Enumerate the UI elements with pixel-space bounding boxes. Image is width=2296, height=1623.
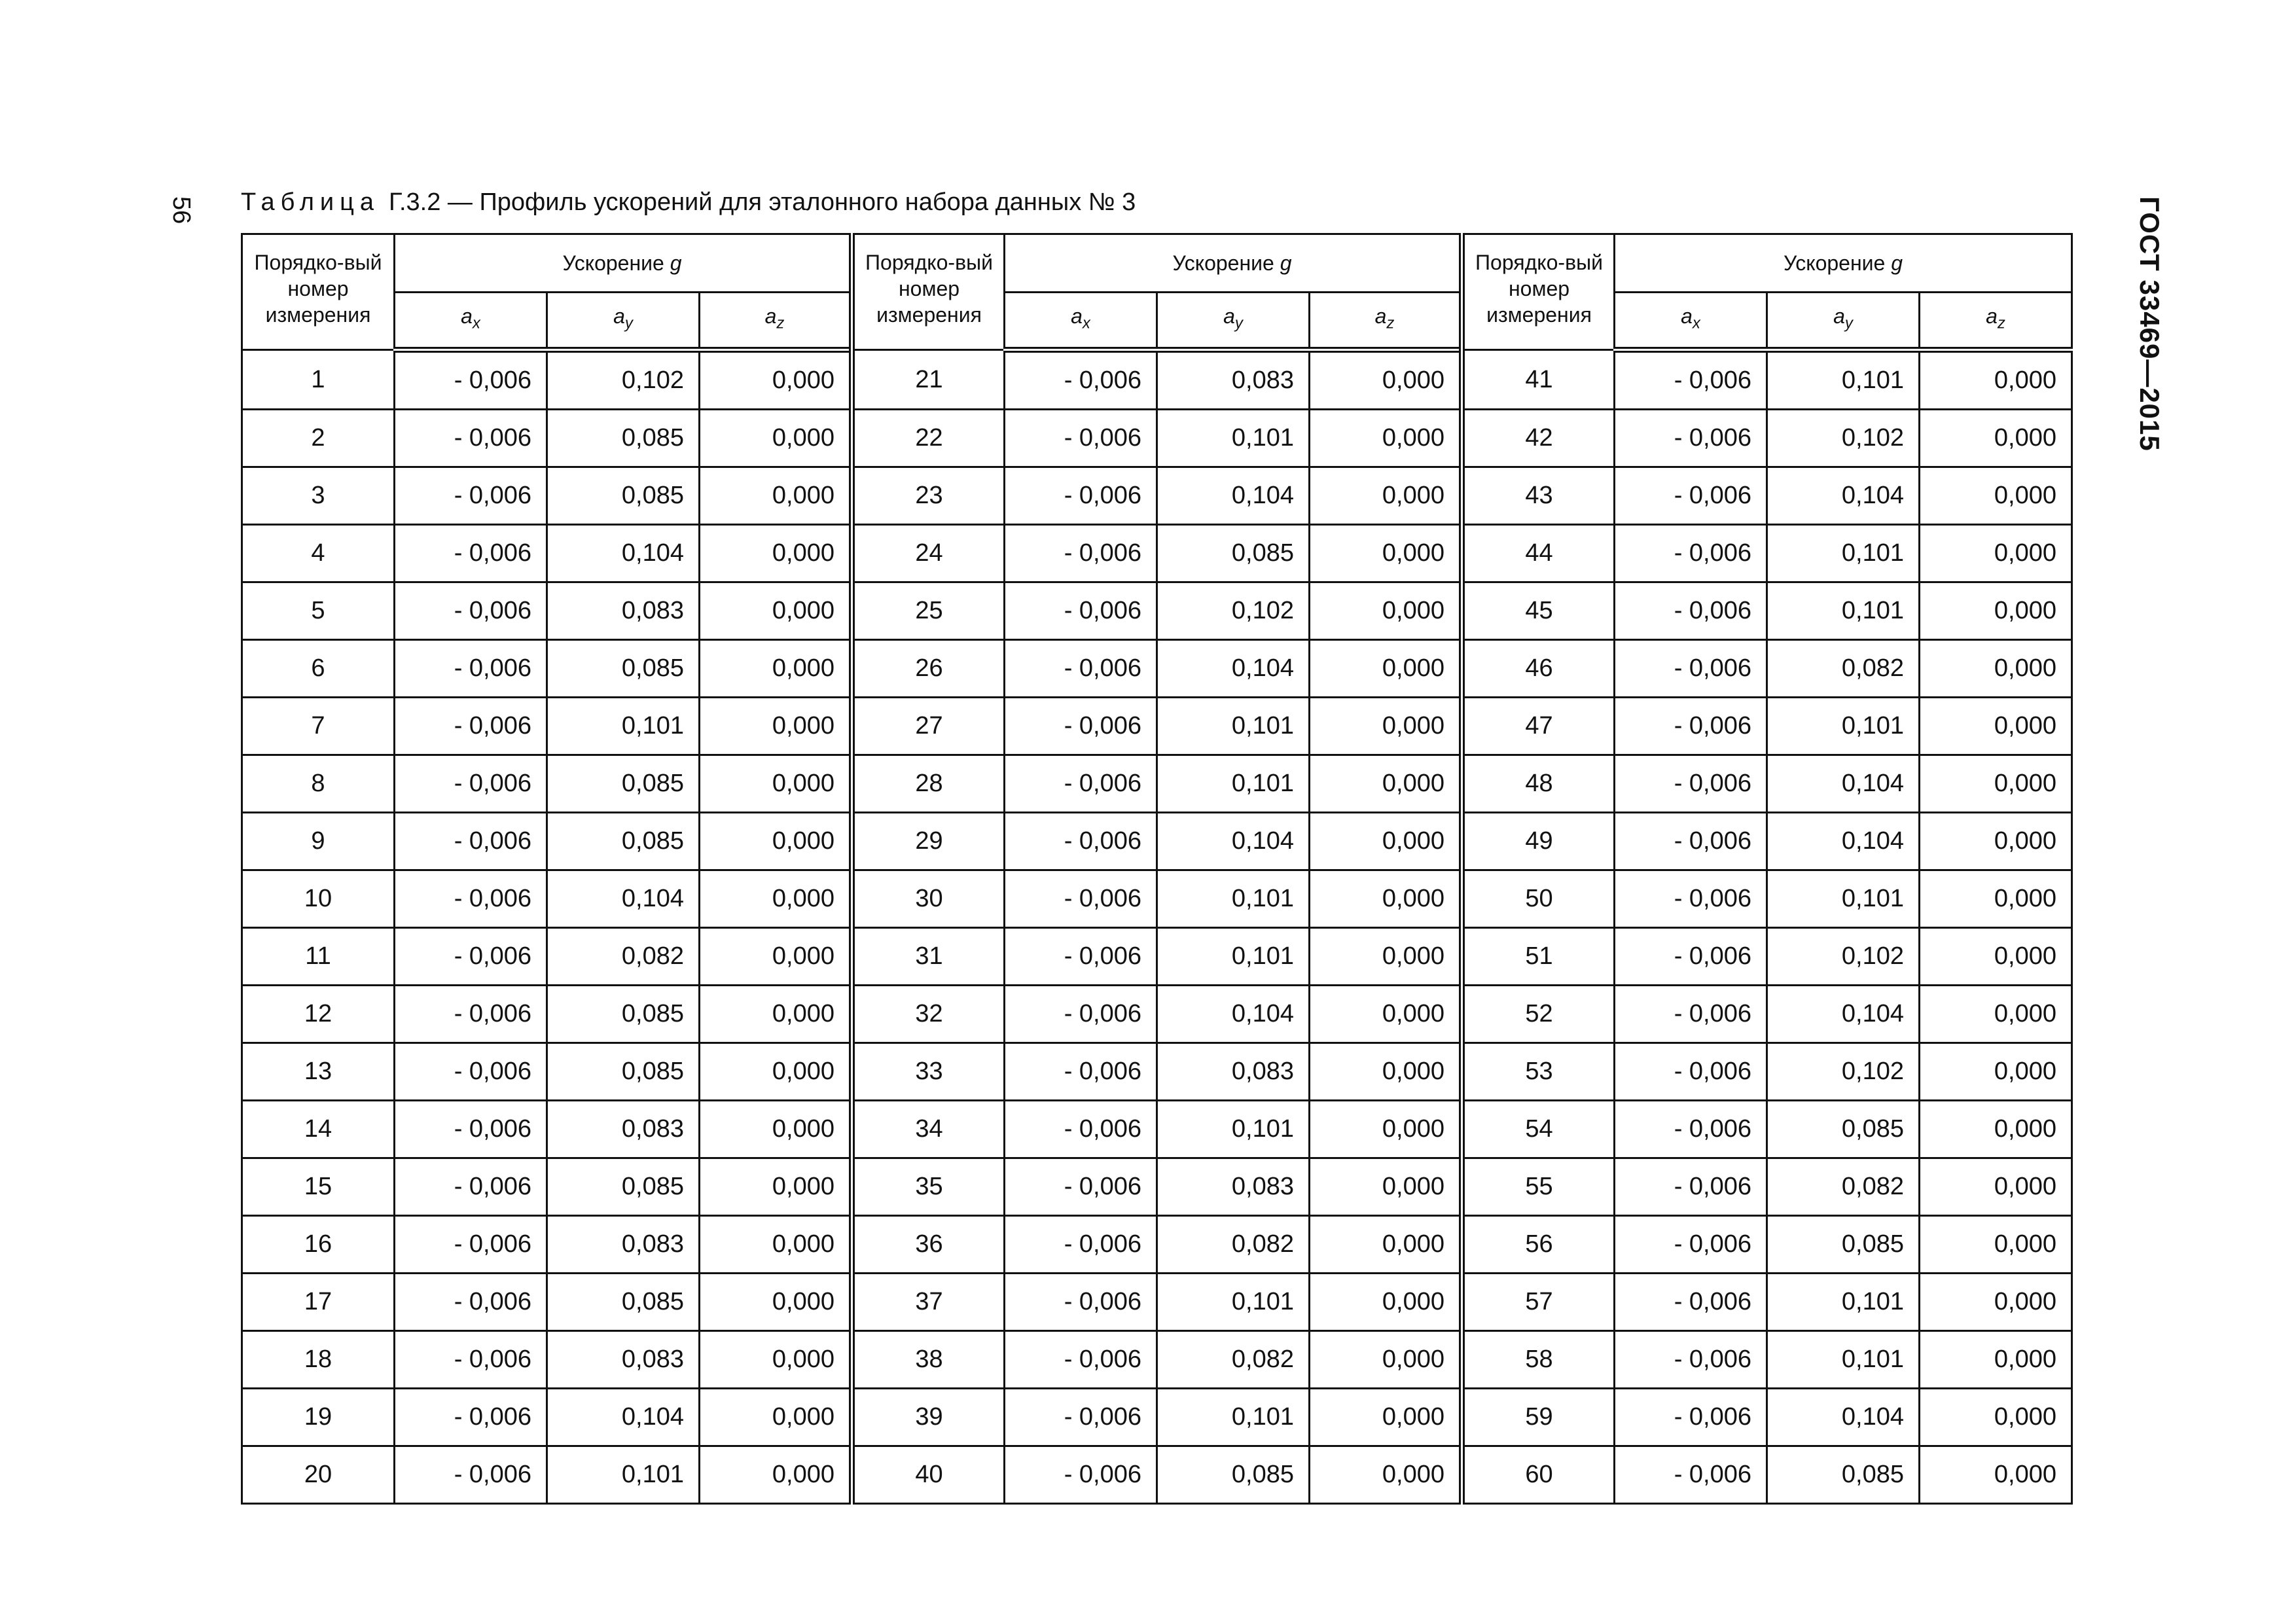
cell-measurement-number: 37 xyxy=(852,1274,1005,1331)
table-row xyxy=(242,1331,2072,1389)
cell-ay: 0,102 xyxy=(1767,1043,1920,1101)
cell-ay: 0,101 xyxy=(1157,1274,1310,1331)
cell-az: 0,000 xyxy=(700,1101,852,1158)
cell-az: 0,000 xyxy=(1310,698,1462,755)
header-accel-label: Ускорение xyxy=(1172,251,1274,275)
cell-measurement-number: 24 xyxy=(852,525,1005,582)
cell-ax: - 0,006 xyxy=(395,698,547,755)
cell-az: 0,000 xyxy=(700,1389,852,1446)
cell-ax: - 0,006 xyxy=(1615,1216,1767,1274)
cell-measurement-number: 32 xyxy=(852,986,1005,1043)
cell-az: 0,000 xyxy=(700,640,852,698)
cell-az: 0,000 xyxy=(700,410,852,467)
cell-measurement-number: 60 xyxy=(1462,1446,1615,1504)
cell-az: 0,000 xyxy=(1310,525,1462,582)
cell-ax: - 0,006 xyxy=(1615,986,1767,1043)
cell-ay: 0,101 xyxy=(1157,1101,1310,1158)
table-row xyxy=(242,350,2072,410)
cell-measurement-number: 43 xyxy=(1462,467,1615,525)
cell-measurement-number: 57 xyxy=(1462,1274,1615,1331)
cell-measurement-number: 2 xyxy=(242,410,395,467)
cell-ax: - 0,006 xyxy=(1005,1158,1157,1216)
cell-ay: 0,102 xyxy=(1767,410,1920,467)
table-row xyxy=(242,582,2072,640)
cell-ay: 0,101 xyxy=(547,1446,700,1504)
cell-az: 0,000 xyxy=(1310,1043,1462,1101)
cell-ax: - 0,006 xyxy=(395,525,547,582)
cell-ax: - 0,006 xyxy=(1005,813,1157,870)
table-row xyxy=(242,410,2072,467)
cell-ax: - 0,006 xyxy=(1005,1216,1157,1274)
cell-ax: - 0,006 xyxy=(1615,467,1767,525)
cell-measurement-number: 56 xyxy=(1462,1216,1615,1274)
cell-ax: - 0,006 xyxy=(1615,582,1767,640)
cell-ax: - 0,006 xyxy=(1005,1389,1157,1446)
cell-ay: 0,101 xyxy=(1157,410,1310,467)
header-accel-label: Ускорение xyxy=(1784,251,1886,275)
cell-ax: - 0,006 xyxy=(395,350,547,410)
cell-measurement-number: 50 xyxy=(1462,870,1615,928)
cell-ax: - 0,006 xyxy=(1615,1101,1767,1158)
cell-ax: - 0,006 xyxy=(1615,350,1767,410)
cell-ax: - 0,006 xyxy=(1005,870,1157,928)
cell-measurement-number: 11 xyxy=(242,928,395,986)
cell-ax: - 0,006 xyxy=(1005,640,1157,698)
cell-ay: 0,104 xyxy=(1767,467,1920,525)
cell-measurement-number: 17 xyxy=(242,1274,395,1331)
cell-az: 0,000 xyxy=(1920,525,2072,582)
header-az: $a_z$ xyxy=(1920,293,2072,350)
cell-measurement-number: 6 xyxy=(242,640,395,698)
cell-az: 0,000 xyxy=(700,1043,852,1101)
cell-ax: - 0,006 xyxy=(1615,410,1767,467)
cell-measurement-number: 33 xyxy=(852,1043,1005,1101)
cell-measurement-number: 27 xyxy=(852,698,1005,755)
cell-ay: 0,082 xyxy=(1157,1216,1310,1274)
cell-ax: - 0,006 xyxy=(1005,350,1157,410)
cell-ax: - 0,006 xyxy=(1615,1446,1767,1504)
cell-ay: 0,101 xyxy=(1157,698,1310,755)
cell-ax: - 0,006 xyxy=(1005,525,1157,582)
cell-measurement-number: 46 xyxy=(1462,640,1615,698)
header-ay: $a_y$ xyxy=(1767,293,1920,350)
cell-az: 0,000 xyxy=(1920,410,2072,467)
caption-title: — Профиль ускорений для эталонного набора данных № 3 xyxy=(447,188,1136,216)
cell-ay: 0,085 xyxy=(547,1158,700,1216)
cell-measurement-number: 54 xyxy=(1462,1101,1615,1158)
cell-measurement-number: 20 xyxy=(242,1446,395,1504)
cell-ay: 0,085 xyxy=(547,986,700,1043)
cell-ay: 0,082 xyxy=(547,928,700,986)
cell-az: 0,000 xyxy=(1920,1101,2072,1158)
cell-az: 0,000 xyxy=(1310,986,1462,1043)
table-row xyxy=(242,1101,2072,1158)
cell-az: 0,000 xyxy=(1920,698,2072,755)
header-ay: $a_y$ xyxy=(547,293,700,350)
cell-az: 0,000 xyxy=(1310,410,1462,467)
cell-ay: 0,085 xyxy=(547,410,700,467)
table-row xyxy=(242,755,2072,813)
cell-measurement-number: 15 xyxy=(242,1158,395,1216)
table-row xyxy=(242,1389,2072,1446)
cell-ay: 0,101 xyxy=(1767,582,1920,640)
table-row xyxy=(242,928,2072,986)
cell-measurement-number: 10 xyxy=(242,870,395,928)
cell-measurement-number: 31 xyxy=(852,928,1005,986)
cell-ax: - 0,006 xyxy=(395,928,547,986)
cell-ay: 0,104 xyxy=(1767,986,1920,1043)
cell-ax: - 0,006 xyxy=(1005,1331,1157,1389)
cell-ay: 0,085 xyxy=(547,1043,700,1101)
cell-ay: 0,085 xyxy=(547,755,700,813)
table-row xyxy=(242,1446,2072,1504)
header-ax: $a_x$ xyxy=(1615,293,1767,350)
cell-az: 0,000 xyxy=(1310,928,1462,986)
cell-ax: - 0,006 xyxy=(1005,582,1157,640)
header-row-group xyxy=(242,234,2072,293)
cell-ay: 0,085 xyxy=(547,640,700,698)
cell-ay: 0,085 xyxy=(1157,1446,1310,1504)
table-row xyxy=(242,986,2072,1043)
cell-ax: - 0,006 xyxy=(1615,1274,1767,1331)
cell-ay: 0,102 xyxy=(1157,582,1310,640)
cell-ax: - 0,006 xyxy=(1005,755,1157,813)
cell-ax: - 0,006 xyxy=(395,1216,547,1274)
cell-az: 0,000 xyxy=(1920,1446,2072,1504)
cell-ay: 0,082 xyxy=(1767,640,1920,698)
cell-measurement-number: 30 xyxy=(852,870,1005,928)
table-body xyxy=(242,350,2072,1504)
cell-measurement-number: 21 xyxy=(852,350,1005,410)
table-row xyxy=(242,640,2072,698)
cell-az: 0,000 xyxy=(1310,1101,1462,1158)
cell-az: 0,000 xyxy=(1310,1331,1462,1389)
cell-measurement-number: 29 xyxy=(852,813,1005,870)
header-az: $a_z$ xyxy=(700,293,852,350)
cell-az: 0,000 xyxy=(700,525,852,582)
header-ay: $a_y$ xyxy=(1157,293,1310,350)
cell-measurement-number: 52 xyxy=(1462,986,1615,1043)
cell-az: 0,000 xyxy=(1920,928,2072,986)
cell-measurement-number: 8 xyxy=(242,755,395,813)
header-row-axes xyxy=(242,293,2072,350)
table-row xyxy=(242,1158,2072,1216)
cell-ax: - 0,006 xyxy=(1615,525,1767,582)
cell-ay: 0,083 xyxy=(547,582,700,640)
table-row xyxy=(242,813,2072,870)
caption-label: Таблица xyxy=(241,188,380,216)
cell-az: 0,000 xyxy=(1310,755,1462,813)
cell-measurement-number: 26 xyxy=(852,640,1005,698)
cell-measurement-number: 44 xyxy=(1462,525,1615,582)
header-number-col: Порядко-вый номер измерения xyxy=(1462,234,1615,350)
cell-ax: - 0,006 xyxy=(1615,1331,1767,1389)
table-row xyxy=(242,698,2072,755)
cell-ax: - 0,006 xyxy=(1005,1274,1157,1331)
cell-ay: 0,083 xyxy=(1157,350,1310,410)
cell-az: 0,000 xyxy=(1920,1043,2072,1101)
cell-ay: 0,083 xyxy=(1157,1043,1310,1101)
cell-ay: 0,104 xyxy=(547,525,700,582)
cell-az: 0,000 xyxy=(1310,582,1462,640)
cell-ax: - 0,006 xyxy=(1005,1043,1157,1101)
cell-az: 0,000 xyxy=(700,1216,852,1274)
cell-measurement-number: 42 xyxy=(1462,410,1615,467)
cell-ay: 0,102 xyxy=(547,350,700,410)
cell-az: 0,000 xyxy=(700,1274,852,1331)
cell-az: 0,000 xyxy=(1310,640,1462,698)
cell-measurement-number: 9 xyxy=(242,813,395,870)
cell-ay: 0,083 xyxy=(547,1331,700,1389)
cell-ay: 0,085 xyxy=(1767,1216,1920,1274)
cell-az: 0,000 xyxy=(700,928,852,986)
cell-az: 0,000 xyxy=(1920,755,2072,813)
header-accel-symbol: g xyxy=(1280,251,1292,275)
cell-az: 0,000 xyxy=(1310,813,1462,870)
cell-ay: 0,101 xyxy=(1767,698,1920,755)
cell-ay: 0,102 xyxy=(1767,928,1920,986)
cell-ax: - 0,006 xyxy=(395,870,547,928)
cell-ay: 0,085 xyxy=(547,1274,700,1331)
cell-az: 0,000 xyxy=(700,1331,852,1389)
cell-ay: 0,083 xyxy=(547,1216,700,1274)
cell-ay: 0,101 xyxy=(1157,928,1310,986)
cell-ax: - 0,006 xyxy=(1005,467,1157,525)
cell-az: 0,000 xyxy=(1310,870,1462,928)
cell-ax: - 0,006 xyxy=(395,755,547,813)
cell-ax: - 0,006 xyxy=(1615,640,1767,698)
cell-ax: - 0,006 xyxy=(1615,1158,1767,1216)
cell-ay: 0,104 xyxy=(1157,467,1310,525)
cell-ax: - 0,006 xyxy=(395,1389,547,1446)
cell-measurement-number: 16 xyxy=(242,1216,395,1274)
cell-measurement-number: 38 xyxy=(852,1331,1005,1389)
cell-measurement-number: 13 xyxy=(242,1043,395,1101)
cell-measurement-number: 58 xyxy=(1462,1331,1615,1389)
cell-ay: 0,104 xyxy=(1157,813,1310,870)
cell-measurement-number: 18 xyxy=(242,1331,395,1389)
cell-az: 0,000 xyxy=(700,582,852,640)
cell-measurement-number: 59 xyxy=(1462,1389,1615,1446)
cell-measurement-number: 28 xyxy=(852,755,1005,813)
cell-ay: 0,104 xyxy=(1767,813,1920,870)
cell-az: 0,000 xyxy=(700,1446,852,1504)
header-az: $a_z$ xyxy=(1310,293,1462,350)
cell-ay: 0,104 xyxy=(1157,986,1310,1043)
cell-measurement-number: 48 xyxy=(1462,755,1615,813)
cell-ax: - 0,006 xyxy=(395,1043,547,1101)
cell-az: 0,000 xyxy=(1920,1389,2072,1446)
table-caption xyxy=(241,188,1136,217)
cell-az: 0,000 xyxy=(1920,350,2072,410)
header-number-col: Порядко-вый номер измерения xyxy=(852,234,1005,350)
cell-measurement-number: 19 xyxy=(242,1389,395,1446)
cell-ay: 0,101 xyxy=(1157,870,1310,928)
cell-ay: 0,101 xyxy=(1767,350,1920,410)
cell-az: 0,000 xyxy=(1920,467,2072,525)
cell-az: 0,000 xyxy=(1310,1274,1462,1331)
cell-measurement-number: 22 xyxy=(852,410,1005,467)
cell-az: 0,000 xyxy=(1920,870,2072,928)
cell-ax: - 0,006 xyxy=(1005,698,1157,755)
page-number: 56 xyxy=(168,196,195,224)
cell-ay: 0,101 xyxy=(547,698,700,755)
cell-ay: 0,085 xyxy=(1767,1446,1920,1504)
cell-az: 0,000 xyxy=(1310,1216,1462,1274)
cell-ax: - 0,006 xyxy=(1005,410,1157,467)
cell-measurement-number: 47 xyxy=(1462,698,1615,755)
cell-measurement-number: 49 xyxy=(1462,813,1615,870)
header-accel-label: Ускорение xyxy=(562,251,664,275)
cell-measurement-number: 36 xyxy=(852,1216,1005,1274)
cell-az: 0,000 xyxy=(1310,1389,1462,1446)
cell-ay: 0,104 xyxy=(1157,640,1310,698)
cell-az: 0,000 xyxy=(1920,1216,2072,1274)
cell-measurement-number: 3 xyxy=(242,467,395,525)
cell-ay: 0,101 xyxy=(1767,870,1920,928)
cell-measurement-number: 14 xyxy=(242,1101,395,1158)
cell-measurement-number: 51 xyxy=(1462,928,1615,986)
cell-ay: 0,082 xyxy=(1767,1158,1920,1216)
cell-az: 0,000 xyxy=(1920,986,2072,1043)
cell-ax: - 0,006 xyxy=(395,640,547,698)
cell-measurement-number: 4 xyxy=(242,525,395,582)
cell-az: 0,000 xyxy=(700,813,852,870)
cell-ay: 0,085 xyxy=(1767,1101,1920,1158)
cell-ay: 0,101 xyxy=(1767,525,1920,582)
cell-measurement-number: 41 xyxy=(1462,350,1615,410)
cell-ax: - 0,006 xyxy=(1005,928,1157,986)
cell-measurement-number: 55 xyxy=(1462,1158,1615,1216)
cell-measurement-number: 25 xyxy=(852,582,1005,640)
cell-ax: - 0,006 xyxy=(395,1158,547,1216)
running-header: ГОСТ 33469—2015 xyxy=(2134,196,2165,452)
cell-ax: - 0,006 xyxy=(395,1274,547,1331)
cell-measurement-number: 12 xyxy=(242,986,395,1043)
cell-az: 0,000 xyxy=(700,1158,852,1216)
cell-ax: - 0,006 xyxy=(395,410,547,467)
header-accel-group xyxy=(1005,234,1462,293)
cell-ax: - 0,006 xyxy=(1005,1446,1157,1504)
cell-az: 0,000 xyxy=(700,986,852,1043)
cell-az: 0,000 xyxy=(1920,582,2072,640)
caption-number: Г.3.2 xyxy=(389,188,441,216)
cell-ax: - 0,006 xyxy=(1615,1389,1767,1446)
header-number-col: Порядко-вый номер измерения xyxy=(242,234,395,350)
cell-ax: - 0,006 xyxy=(395,582,547,640)
cell-az: 0,000 xyxy=(1310,1158,1462,1216)
cell-measurement-number: 7 xyxy=(242,698,395,755)
cell-ay: 0,101 xyxy=(1767,1331,1920,1389)
cell-ax: - 0,006 xyxy=(1615,1043,1767,1101)
header-accel-group xyxy=(1615,234,2072,293)
header-accel-symbol: g xyxy=(670,251,682,275)
cell-az: 0,000 xyxy=(1920,1274,2072,1331)
header-accel-symbol: g xyxy=(1891,251,1903,275)
cell-ax: - 0,006 xyxy=(395,467,547,525)
cell-measurement-number: 23 xyxy=(852,467,1005,525)
cell-ay: 0,085 xyxy=(1157,525,1310,582)
cell-ay: 0,104 xyxy=(547,870,700,928)
header-accel-group xyxy=(395,234,852,293)
table-row xyxy=(242,525,2072,582)
table-row xyxy=(242,870,2072,928)
acceleration-profile-table xyxy=(241,233,2073,1505)
cell-ay: 0,082 xyxy=(1157,1331,1310,1389)
cell-az: 0,000 xyxy=(1920,813,2072,870)
cell-measurement-number: 35 xyxy=(852,1158,1005,1216)
cell-measurement-number: 39 xyxy=(852,1389,1005,1446)
header-ax: $a_x$ xyxy=(1005,293,1157,350)
cell-az: 0,000 xyxy=(1310,467,1462,525)
cell-ax: - 0,006 xyxy=(1615,813,1767,870)
header-ax: $a_x$ xyxy=(395,293,547,350)
cell-az: 0,000 xyxy=(700,755,852,813)
table-row xyxy=(242,467,2072,525)
cell-az: 0,000 xyxy=(1920,640,2072,698)
cell-az: 0,000 xyxy=(1310,1446,1462,1504)
cell-az: 0,000 xyxy=(700,350,852,410)
cell-ax: - 0,006 xyxy=(395,1446,547,1504)
cell-ay: 0,104 xyxy=(547,1389,700,1446)
cell-ay: 0,101 xyxy=(1157,1389,1310,1446)
cell-ay: 0,101 xyxy=(1157,755,1310,813)
cell-ay: 0,085 xyxy=(547,467,700,525)
cell-ay: 0,101 xyxy=(1767,1274,1920,1331)
cell-ay: 0,083 xyxy=(1157,1158,1310,1216)
cell-ax: - 0,006 xyxy=(1005,1101,1157,1158)
cell-ax: - 0,006 xyxy=(1615,698,1767,755)
cell-measurement-number: 45 xyxy=(1462,582,1615,640)
table-row xyxy=(242,1274,2072,1331)
cell-ax: - 0,006 xyxy=(395,813,547,870)
cell-ax: - 0,006 xyxy=(395,1331,547,1389)
cell-az: 0,000 xyxy=(700,870,852,928)
table-row xyxy=(242,1216,2072,1274)
cell-az: 0,000 xyxy=(1920,1331,2072,1389)
cell-az: 0,000 xyxy=(700,698,852,755)
cell-ax: - 0,006 xyxy=(395,1101,547,1158)
cell-measurement-number: 40 xyxy=(852,1446,1005,1504)
cell-ay: 0,083 xyxy=(547,1101,700,1158)
cell-ax: - 0,006 xyxy=(1615,755,1767,813)
cell-measurement-number: 5 xyxy=(242,582,395,640)
cell-measurement-number: 1 xyxy=(242,350,395,410)
cell-ax: - 0,006 xyxy=(395,986,547,1043)
table-row xyxy=(242,1043,2072,1101)
cell-ay: 0,104 xyxy=(1767,1389,1920,1446)
cell-ay: 0,085 xyxy=(547,813,700,870)
cell-measurement-number: 34 xyxy=(852,1101,1005,1158)
cell-az: 0,000 xyxy=(1920,1158,2072,1216)
cell-ay: 0,104 xyxy=(1767,755,1920,813)
cell-az: 0,000 xyxy=(700,467,852,525)
cell-az: 0,000 xyxy=(1310,350,1462,410)
cell-ax: - 0,006 xyxy=(1615,928,1767,986)
cell-ax: - 0,006 xyxy=(1615,870,1767,928)
cell-measurement-number: 53 xyxy=(1462,1043,1615,1101)
cell-ax: - 0,006 xyxy=(1005,986,1157,1043)
